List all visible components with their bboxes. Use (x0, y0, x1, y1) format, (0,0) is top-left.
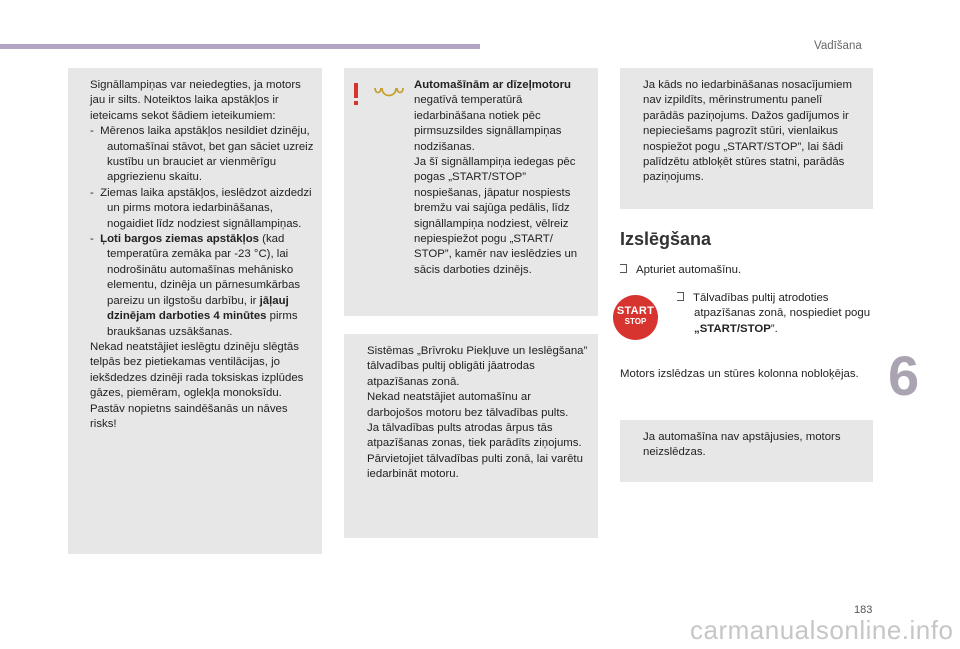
bullet-icon (677, 292, 684, 301)
info-box-not-stopped (620, 420, 873, 482)
box4-text: Ja kāds no iedarbināšanas nosacījumiem nav izpildīts, mērinstrumentu panelī parādās paziņojums. Dažos gadījumos ir nepieciešams pagrozīt stūri, vienlaikus nospiežot pogu „START/STOP”, lai šādi palīdzētu atbloķēt stūres statni, parādās paziņojums. (643, 79, 852, 184)
box1-intro: Signāllampiņas var neiedegties, ja motors jau ir silts. Noteiktos laika apstākļos ir ieteicams sekot šādiem ieteikumiem: (90, 79, 301, 122)
step-2: Tālvadības pultij atrodoties atpazīšanas zonā, nospiediet pogu „START/STOP”. (677, 291, 884, 337)
info-box-conditions (620, 68, 873, 209)
info-box-warmup (68, 68, 322, 554)
box1-outro: Nekad neatstājiet ieslēgtu dzinēju slēgtās telpās bez pietiekamas ventilācijas, jo iekšdedzes dzinēji rada toksiskas izplūdes gāzes, piemēram, oglekļa monoksīdu. Pastāv nopietns saindēšanās un nāves risks! (90, 340, 304, 430)
bold-phrase: Ļoti bargos ziemas apstākļos (100, 233, 260, 246)
exclamation-icon (351, 83, 361, 105)
page-number: 183 (854, 604, 873, 616)
box1-item-2: - Ziemas laika apstākļos, ieslēdzot aizdedzi un pirms motora iedarbināšanas, nogaidiet līdz nodziest signāllampiņas. (90, 186, 312, 230)
box2-title: Automašīnām ar dīzeļmotoru (414, 79, 571, 91)
shutdown-note: Motors izslēdzas un stūres kolonna nobloķējas. (620, 368, 859, 380)
box5-text: Ja automašīna nav apstājusies, motors neizslēdzas. (643, 431, 841, 459)
chapter-number: 6 (888, 344, 920, 407)
bullet-icon (620, 264, 627, 273)
watermark: carmanualsonline.info (690, 615, 954, 645)
start-stop-button-icon: START STOP (613, 295, 658, 340)
info-box-hands-free (344, 334, 598, 538)
warning-box-diesel (344, 68, 598, 316)
glow-plug-icon (373, 86, 405, 100)
box2-para-1: negatīvā temperatūrā iedarbināšana notiek pēc pirmsuzsildes signāllampiņas nodzišanas. (414, 94, 562, 153)
box1-item-1: - Mērenos laika apstākļos nesildiet dzinēju, automašīnai stāvot, bet gan sāciet uzreiz kustību un brauciet ar vienmērīgu apgriezienu skaitu. (90, 125, 314, 184)
step-1: Apturiet automašīnu. (620, 263, 741, 278)
section-header: Vadīšana (814, 40, 862, 52)
header-bar (0, 44, 480, 49)
section-title: Izslēgšana (620, 229, 712, 249)
box2-para-2: Ja šī signāllampiņa iedegas pēc pogas „START/STOP” nospiešanas, jāpatur nospiests bremžu vai sajūga pedālis, līdz signāllampiņa nodziest, vēlreiz nepiespiežot pogu „START/ STOP”, kamēr nav ieslēdzies un sācis darboties dzinējs. (414, 156, 578, 276)
box3-text: Sistēmas „Brīvroku Piekļuve un Ieslēgšana” tālvadības pultij obligāti jāatrodas atpazīšanas zonā. Nekad neatstājiet automašīnu ar darbojošos motoru bez tālvadības pults. Ja tālvadības pults atrodas ārpus tās atpazīšanas zonas, tiek parādīts ziņojums. Pārvietojiet tālvadības pulti zonā, lai varētu iedarbināt motoru. (367, 345, 588, 481)
bold-phrase: jāļauj dzinējam darboties 4 minūtes (107, 294, 289, 323)
box1-item-3: - Ļoti bargos ziemas apstākļos (kad temperatūra zemāka par -23 °C), lai nodrošinātu automašīnas mehānisko elementu, dzinēja un pārnesumkārbas pareizu un ilgstošu darbību, ir jāļauj dzinējam darboties 4 minūtes pirms braukšanas uzsākšanas. (90, 233, 301, 338)
